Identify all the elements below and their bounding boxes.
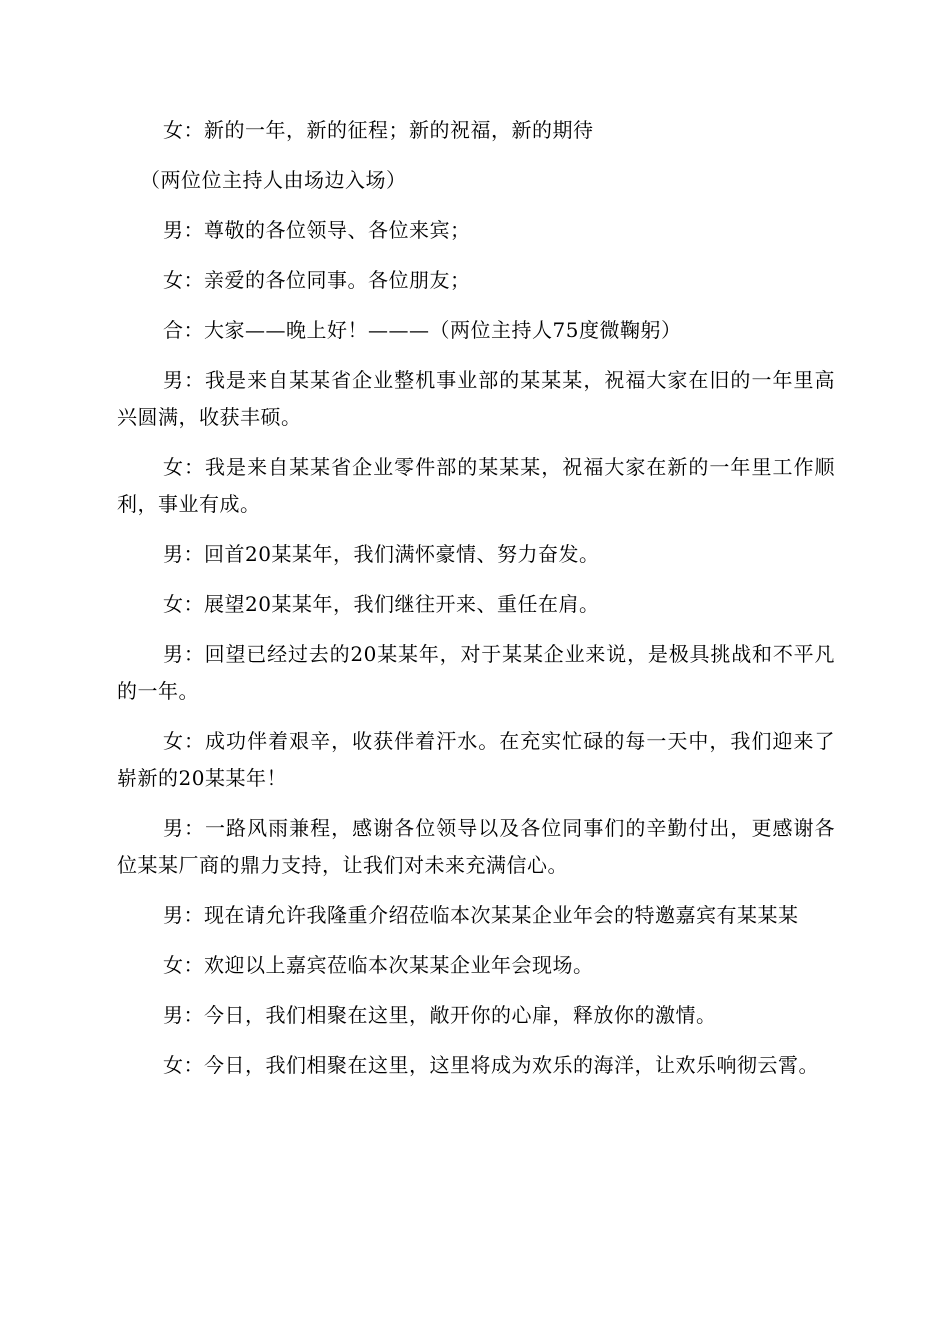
- script-line: 男：尊敬的各位领导、各位来宾；: [163, 218, 471, 242]
- script-line: 男：回望已经过去的20某某年，对于某某企业来说，是极具挑战和不平凡的一年。: [117, 642, 835, 703]
- script-line: 女：欢迎以上嘉宾莅临本次某某企业年会现场。: [163, 953, 594, 977]
- script-line: 女：成功伴着艰辛，收获伴着汗水。在充实忙碌的每一天中，我们迎来了崭新的20某某年！: [117, 729, 835, 790]
- script-line: 女：亲爱的各位同事。各位朋友；: [163, 268, 471, 292]
- script-line: 男：回首20某某年，我们满怀豪情、努力奋发。: [163, 542, 600, 566]
- script-line: 女：展望20某某年，我们继往开来、重任在肩。: [163, 592, 600, 616]
- script-line: 合：大家——晚上好！———（两位主持人75度微鞠躬）: [163, 318, 682, 342]
- script-line: 男：一路风雨兼程，感谢各位领导以及各位同事们的辛勤付出，更感谢各位某某厂商的鼎力支持，让我们对未来充满信心。: [117, 816, 835, 877]
- script-line: 男：今日，我们相聚在这里，敞开你的心扉，释放你的激情。: [163, 1003, 717, 1027]
- script-body: [117, 112, 835, 1084]
- script-line: 女：我是来自某某省企业零件部的某某某，祝福大家在新的一年里工作顺利，事业有成。: [117, 455, 835, 516]
- stage-direction: （两位位主持人由场边入场）: [140, 168, 407, 192]
- script-line: 男：现在请允许我隆重介绍莅临本次某某企业年会的特邀嘉宾有某某某: [163, 903, 799, 927]
- script-line: 女：新的一年，新的征程；新的祝福，新的期待: [163, 118, 594, 142]
- script-line: 女：今日，我们相聚在这里，这里将成为欢乐的海洋，让欢乐响彻云霄。: [163, 1053, 819, 1077]
- script-line: 男：我是来自某某省企业整机事业部的某某某，祝福大家在旧的一年里高兴圆满，收获丰硕。: [117, 368, 835, 429]
